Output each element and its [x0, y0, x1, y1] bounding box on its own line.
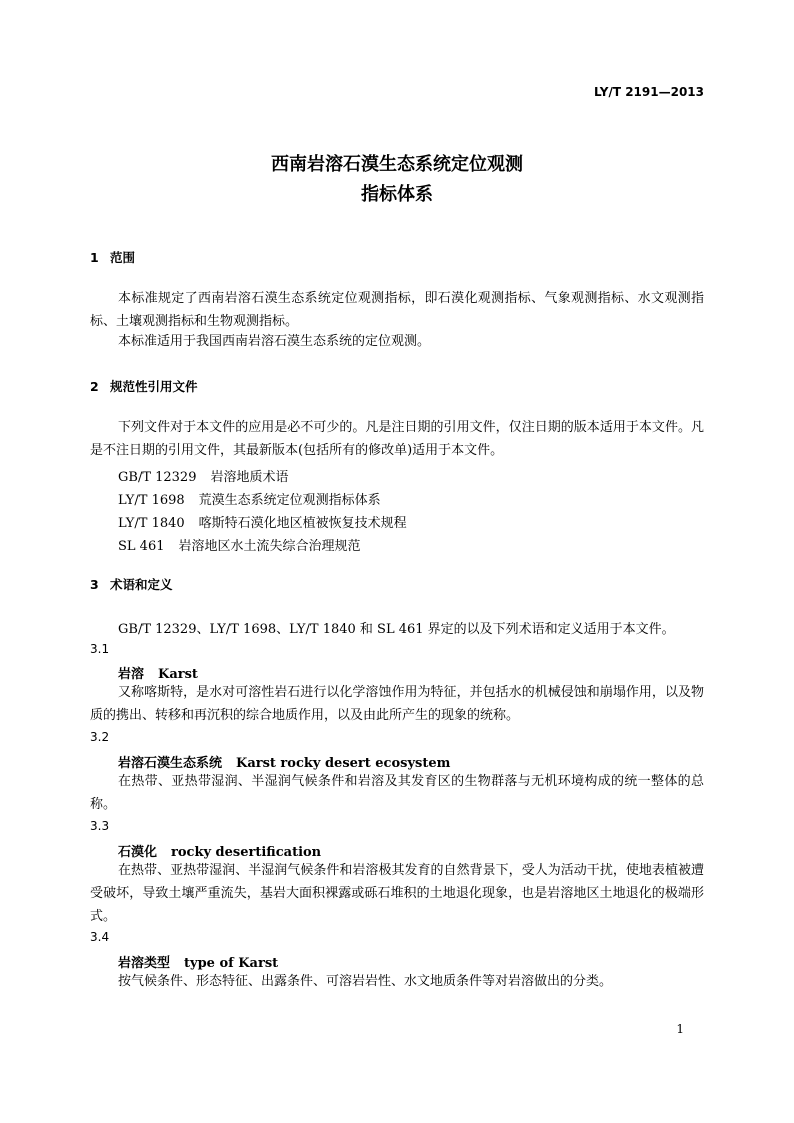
section-title: 术语和定义 [110, 577, 173, 592]
page-title-line1: 西南岩溶石漠生态系统定位观测 [271, 154, 523, 175]
reference-code: LY/T 1840 [118, 516, 185, 531]
term-english: type of Karst [184, 956, 279, 971]
reference-code: SL 461 [118, 539, 165, 554]
section-2-paragraph-1: 下列文件对于本文件的应用是必不可少的。凡是注日期的引用文件，仅注日期的版本适用于本文件。凡是不注日期的引用文件，其最新版本(包括所有的修改单)适用于本文件。 [90, 420, 704, 458]
term-heading [118, 752, 450, 771]
term-heading [118, 952, 278, 971]
section-3-paragraph-1: GB/T 12329、LY/T 1698、LY/T 1840 和 SL 461 界定的以及下列术语和定义适用于本文件。 [118, 622, 675, 637]
page-title-line2: 指标体系 [361, 184, 433, 205]
section-title: 范围 [110, 250, 136, 265]
term-heading [118, 663, 198, 682]
normative-reference [118, 535, 361, 554]
term-chinese: 石漠化 [118, 845, 158, 860]
reference-name: 岩溶地区水土流失综合治理规范 [178, 539, 361, 554]
term-definition: 在热带、亚热带湿润、半湿润气候条件和岩溶及其发育区的生物群落与无机环境构成的统一整体的总称。 [90, 774, 704, 812]
document-code: LY/T 2191—2013 [593, 85, 704, 99]
normative-reference [118, 489, 381, 508]
reference-code: LY/T 1698 [118, 493, 185, 508]
term-definition: 又称喀斯特，是水对可溶性岩石进行以化学溶蚀作用为特征，并包括水的机械侵蚀和崩塌作用，以及物质的携出、转移和再沉积的综合地质作用，以及由此所产生的现象的统称。 [90, 685, 704, 723]
section-3-heading [90, 575, 173, 593]
normative-reference [118, 512, 407, 531]
term-english: Karst [158, 667, 198, 682]
section-title: 规范性引用文件 [110, 379, 198, 394]
term-heading [118, 841, 321, 860]
reference-name: 喀斯特石漠化地区植被恢复技术规程 [198, 516, 407, 531]
section-1-paragraph-1: 本标准规定了西南岩溶石漠生态系统定位观测指标，即石漠化观测指标、气象观测指标、水文观测指标、土壤观测指标和生物观测指标。 [90, 291, 704, 329]
section-number: 1 [90, 250, 99, 265]
term-chinese: 岩溶石漠生态系统 [118, 756, 223, 771]
section-2-heading [90, 377, 198, 395]
normative-reference [118, 466, 289, 485]
term-definition: 在热带、亚热带湿润、半湿润气候条件和岩溶极其发育的自然背景下，受人为活动干扰，使地表植被遭受破坏，导致土壤严重流失，基岩大面积裸露或砾石堆积的土地退化现象，也是岩溶地区土地退化的极端形式。 [90, 863, 704, 924]
reference-code: GB/T 12329 [118, 470, 197, 485]
term-english: Karst rocky desert ecosystem [236, 756, 451, 771]
term-number: 3.4 [90, 930, 110, 944]
reference-name: 岩溶地质术语 [210, 470, 289, 485]
term-chinese: 岩溶类型 [118, 956, 171, 971]
term-number: 3.2 [90, 730, 110, 744]
term-number: 3.1 [90, 642, 110, 656]
section-number: 3 [90, 577, 99, 592]
term-chinese: 岩溶 [118, 667, 145, 682]
section-number: 2 [90, 379, 99, 394]
term-definition: 按气候条件、形态特征、出露条件、可溶岩岩性、水文地质条件等对岩溶做出的分类。 [118, 974, 613, 989]
term-number: 3.3 [90, 819, 110, 833]
reference-name: 荒漠生态系统定位观测指标体系 [198, 493, 381, 508]
section-1-paragraph-2: 本标准适用于我国西南岩溶石漠生态系统的定位观测。 [118, 334, 431, 349]
term-english: rocky desertification [171, 845, 322, 860]
section-1-heading [90, 248, 135, 266]
page-number: 1 [676, 1022, 684, 1036]
